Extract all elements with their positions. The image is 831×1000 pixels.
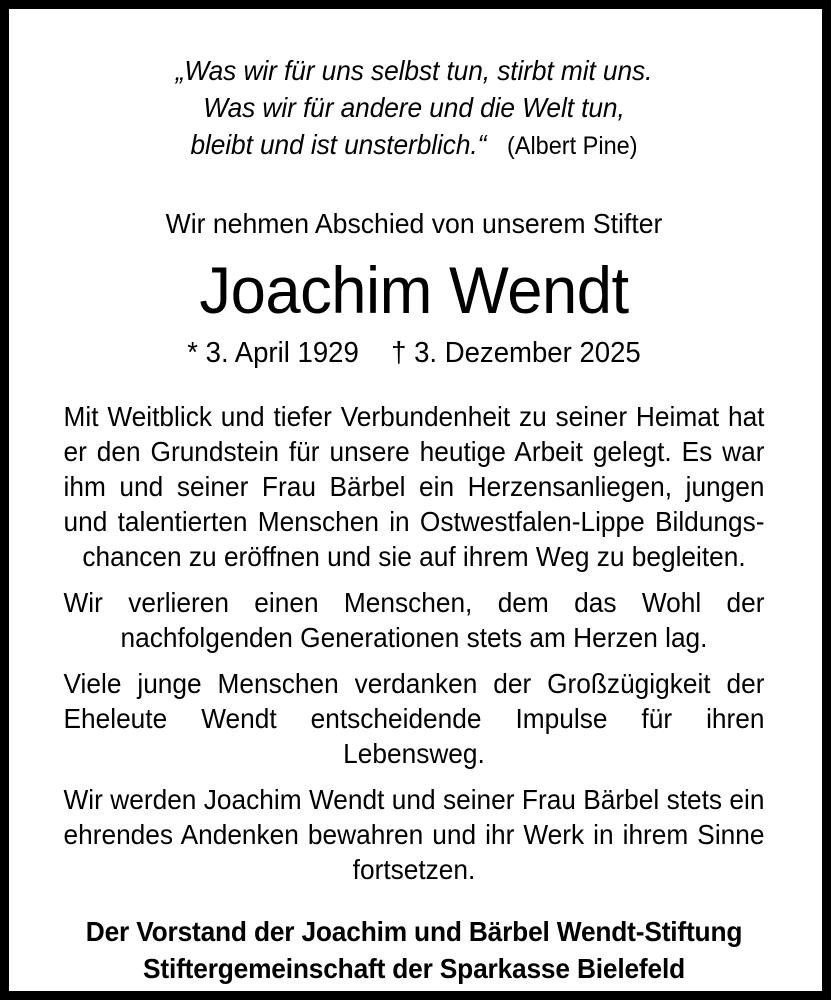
quote-line-1: „Was wir für uns selbst tun, stirbt mit uns. (175, 55, 653, 86)
quote-line-3-with-attribution (69, 126, 759, 165)
signature-block (47, 913, 781, 987)
signature-line-2: Stiftergemeinschaft der Sparkasse Bielefeld (143, 953, 685, 984)
quote-attribution: (Albert Pine) (506, 132, 638, 160)
lead-in-text: Wir nehmen Abschied von unserem Stifter (165, 208, 663, 239)
body-paragraph-4: Wir werden Joachim Wendt und seiner Frau Bärbel stets ein ehrendes Andenken bewahren und ihr Werk in ihrem Sinne fortsetzen. (63, 784, 765, 885)
life-dates (65, 335, 762, 371)
obituary-notice (9, 9, 822, 991)
obituary-body (47, 399, 781, 887)
body-paragraph-3: Viele junge Menschen verdanken der Großzügigkeit der Eheleute Wendt entscheidende Impulse für ihren Lebensweg. (63, 668, 765, 769)
body-paragraph-1: Mit Weitblick und tiefer Verbundenheit zu seiner Heimat hat er den Grundstein für unsere heutige Arbeit gelegt. Es war ihm und seiner Frau Bärbel ein Herzensanliegen, jungen und talentierten Menschen in Ostwestfalen-Lippe Bildungschancen zu eröffnen und sie auf ihrem Weg zu begleiten. (63, 401, 765, 572)
quote-line-3-text: bleibt und ist unsterblich.“ (190, 129, 487, 160)
quote-line-2: Was wir für andere und die Welt tun, (203, 92, 625, 123)
date-of-death: † 3. Dezember 2025 (391, 337, 641, 369)
memorial-quote (47, 49, 781, 165)
signature-line-1: Der Vorstand der Joachim und Bärbel Wendt-Stiftung (85, 916, 743, 947)
body-paragraph-2: Wir verlieren einen Menschen, dem das Wohl der nachfolgenden Generationen stets am Herzen lag. (63, 587, 765, 653)
date-of-birth: * 3. April 1929 (187, 337, 359, 369)
deceased-name: Joachim Wendt (199, 253, 629, 327)
